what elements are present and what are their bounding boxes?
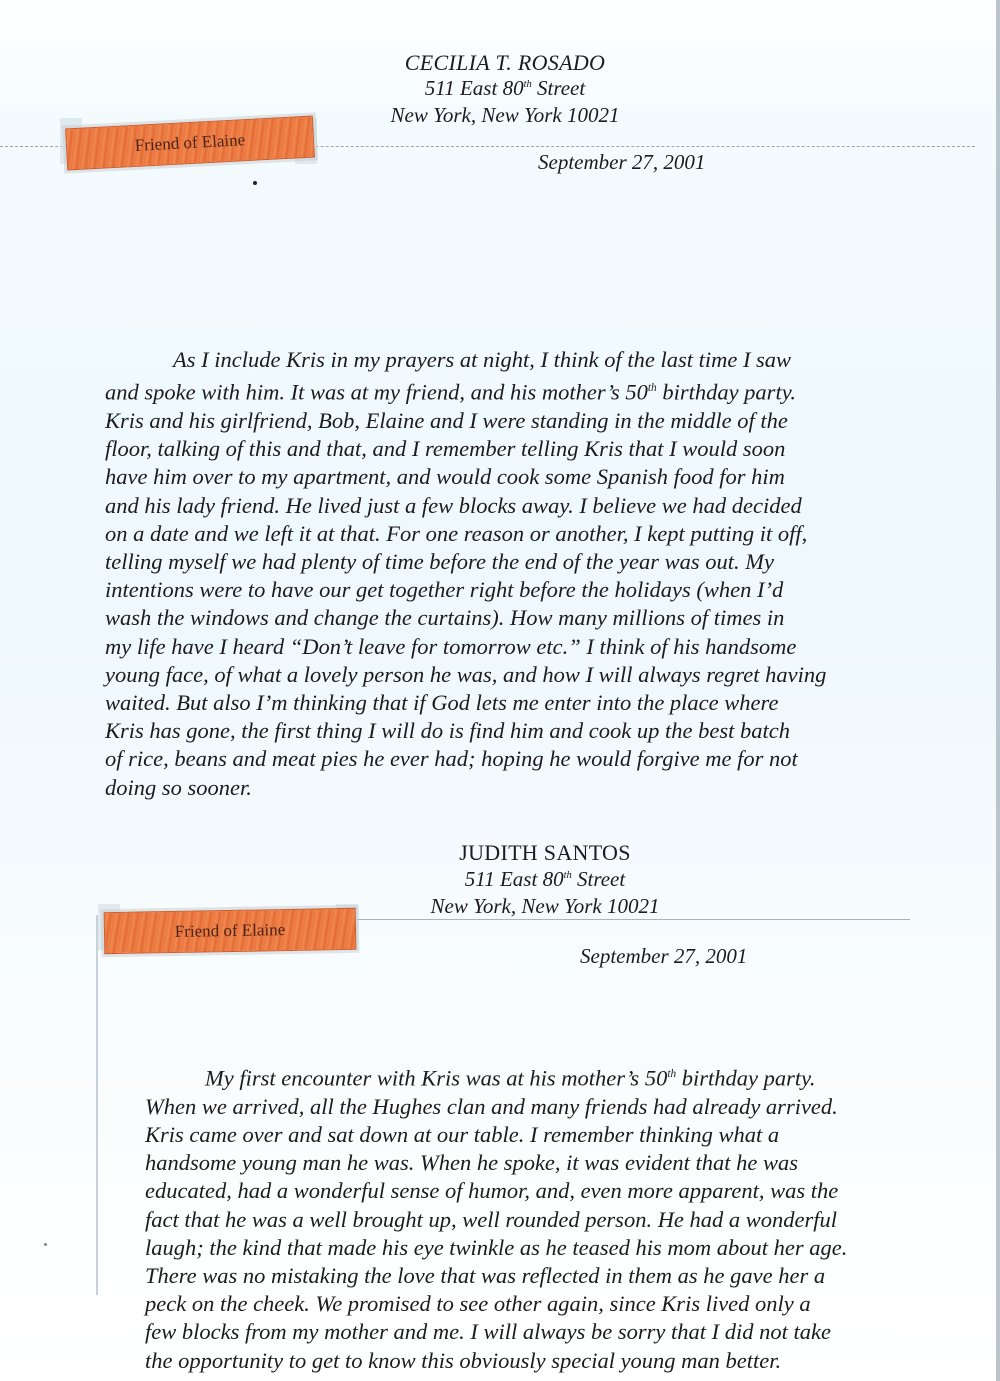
address-line-2: New York, New York 10021	[430, 894, 660, 918]
paper-cut-line	[345, 919, 910, 920]
body-line: laugh; the kind that made his eye twinkle as he teased his mom about her age.	[145, 1234, 848, 1260]
body-line: doing so sooner.	[105, 774, 252, 800]
body-line: As I include Kris in my prayers at night, I think of the last time I saw	[173, 347, 792, 372]
page-edge	[996, 0, 1000, 1381]
body-line: the opportunity to get to know this obviously special young man better.	[145, 1347, 782, 1373]
body-line: educated, had a wonderful sense of humor, and, even more apparent, was the	[145, 1178, 839, 1204]
address-line-1: 511 East 80th Street	[424, 76, 586, 100]
body-line: Kris has gone, the first thing I will do is find him and cook up the best batch	[105, 718, 790, 744]
letter-body	[105, 346, 865, 802]
body-line: and his lady friend. He lived just a few blocks away. I believe we had decided	[105, 492, 802, 518]
letter-date: September 27, 2001	[538, 150, 706, 174]
body-line: young face, of what a lovely person he was, and how I will always regret having	[105, 661, 827, 687]
body-line: my life have I heard “Don’t leave for tomorrow etc.” I think of his handsome	[105, 633, 797, 659]
paper-edge	[96, 915, 98, 1295]
body-line: fact that he was a well brought up, well rounded person. He had a wonderful	[145, 1206, 838, 1232]
sender-name: JUDITH SANTOS	[459, 840, 631, 865]
body-line: on a date and we left it at that. For one reason or another, I kept putting it off,	[105, 520, 808, 546]
sender-name: CECILIA T. ROSADO	[404, 50, 606, 75]
friend-label	[104, 908, 357, 954]
body-line: telling myself we had plenty of time before the end of the year was out. My	[105, 548, 775, 574]
body-line: Kris and his girlfriend, Bob, Elaine and I were standing in the middle of the	[105, 407, 788, 433]
letter-date: September 27, 2001	[580, 944, 748, 968]
body-line: intentions were to have our get together right before the holidays (when I’d	[105, 577, 784, 603]
body-line: handsome young man he was. When he spoke, it was evident that he was	[145, 1150, 799, 1176]
friend-label-text: Friend of Elaine	[134, 130, 246, 155]
body-line: wash the windows and change the curtains). How many millions of times in	[105, 605, 785, 631]
body-line: My first encounter with Kris was at his mother’s 50th birthday party.	[205, 1065, 816, 1091]
body-line: floor, talking of this and that, and I remember telling Kris that I would soon	[105, 436, 786, 462]
scan-speck	[44, 1243, 47, 1246]
body-line: have him over to my apartment, and would cook some Spanish food for him	[105, 464, 785, 490]
body-line: few blocks from my mother and me. I will always be sorry that I did not take	[145, 1319, 831, 1345]
body-line: Kris came over and sat down at our table. I remember thinking what a	[145, 1121, 780, 1147]
friend-label-text: Friend of Elaine	[174, 920, 286, 941]
body-line: peck on the cheek. We promised to see other again, since Kris lived only a	[145, 1291, 811, 1317]
body-line: and spoke with him. It was at my friend, and his mother’s 50th birthday party.	[105, 379, 797, 405]
letter-body	[145, 1060, 905, 1375]
body-line: There was no mistaking the love that was reflected in them as he gave her a	[145, 1262, 826, 1288]
body-line: When we arrived, all the Hughes clan and many friends had already arrived.	[145, 1093, 838, 1119]
body-line: of rice, beans and meat pies he ever had; hoping he would forgive me for not	[105, 746, 798, 772]
body-line: waited. But also I’m thinking that if God lets me enter into the place where	[105, 689, 779, 715]
ink-dot	[253, 181, 257, 185]
address-line-1: 511 East 80th Street	[464, 867, 626, 891]
address-line-2: New York, New York 10021	[390, 103, 620, 127]
